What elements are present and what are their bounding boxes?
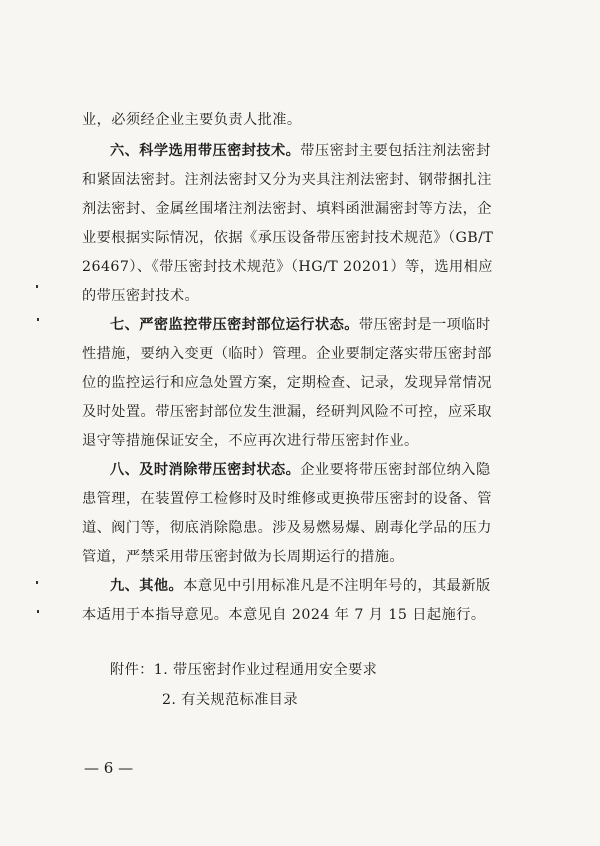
- section-nine-heading-line: [110, 576, 491, 596]
- text-line: 带压密封是一项临时: [358, 317, 491, 333]
- section-nine-title: 九、其他。: [110, 578, 184, 594]
- binding-hole-mark: [36, 285, 38, 288]
- paragraph-line: [82, 344, 492, 364]
- paragraph-line: [82, 110, 302, 130]
- text-line: 本意见中引用标准凡是不注明年号的，其最新版: [183, 578, 491, 594]
- paragraph-line: [82, 373, 492, 393]
- section-six-heading-line: [110, 141, 491, 161]
- attachments-line: [162, 690, 298, 710]
- section-eight-title: 八、及时消除带压密封状态。: [110, 462, 301, 478]
- page-number: — 6 —: [84, 759, 134, 777]
- binding-hole-mark: [37, 610, 39, 613]
- paragraph-line: [82, 402, 492, 422]
- attachment-item: 2. 有关规范标准目录: [162, 692, 298, 708]
- paragraph-line: [82, 286, 199, 306]
- text-line: 及时处置。带压密封部位发生泄漏，经研判风险不可控，应采取: [82, 404, 492, 420]
- paragraph-line: [82, 228, 493, 248]
- section-seven-title: 七、严密监控带压密封部位运行状态。: [110, 317, 359, 333]
- text-line: 企业要将带压密封部位纳入隐: [300, 462, 491, 478]
- text-line: 的带压密封技术。: [82, 288, 200, 304]
- attachments-label: 附件：: [110, 662, 154, 678]
- paragraph-line: [82, 199, 492, 219]
- attachment-item: 1. 带压密封作业过程通用安全要求: [153, 662, 378, 678]
- paragraph-line: [82, 431, 419, 451]
- text-line: 道、阀门等，彻底消除隐患。涉及易燃易爆、剧毒化学品的压力: [82, 520, 492, 536]
- paragraph-line: [82, 257, 493, 277]
- text-line: 性措施，要纳入变更（临时）管理。企业要制定落实带压密封部: [82, 346, 492, 362]
- text-line: 管道，严禁采用带压密封做为长周期运行的措施。: [82, 549, 405, 565]
- paragraph-line: [82, 547, 404, 567]
- attachments-line: [110, 660, 377, 680]
- paragraph-line: [82, 605, 485, 625]
- text-line: 带压密封主要包括注剂法密封: [300, 143, 491, 159]
- section-eight-heading-line: [110, 460, 491, 480]
- section-six-title: 六、科学选用带压密封技术。: [110, 143, 301, 159]
- text-line: 剂法密封、金属丝围堵注剂法密封、填料函泄漏密封等方法，企: [82, 201, 492, 217]
- text-line: 和紧固法密封。注剂法密封又分为夹具注剂法密封、钢带捆扎注: [82, 172, 492, 188]
- text-line: 患管理，在装置停工检修时及时维修或更换带压密封的设备、管: [82, 491, 492, 507]
- text-line: 本适用于本指导意见。本意见自 2024 年 7 月 15 日起施行。: [82, 607, 486, 623]
- paragraph-line: [82, 489, 492, 509]
- text-line: 26467）、《带压密封技术规范》（HG/T 20201）等，选用相应: [82, 259, 493, 275]
- section-seven-heading-line: [110, 315, 491, 335]
- text-line: 位的监控运行和应急处置方案，定期检查、记录，发现异常情况: [82, 375, 492, 391]
- text-line: 业要根据实际情况，依据《承压设备带压密封技术规范》（GB/T: [82, 230, 494, 246]
- text-line: 退守等措施保证安全，不应再次进行带压密封作业。: [82, 433, 419, 449]
- binding-hole-mark: [37, 318, 39, 321]
- binding-hole-mark: [36, 581, 38, 584]
- text-line: 业，必须经企业主要负责人批准。: [82, 112, 302, 128]
- paragraph-line: [82, 170, 492, 190]
- paragraph-line: [82, 518, 492, 538]
